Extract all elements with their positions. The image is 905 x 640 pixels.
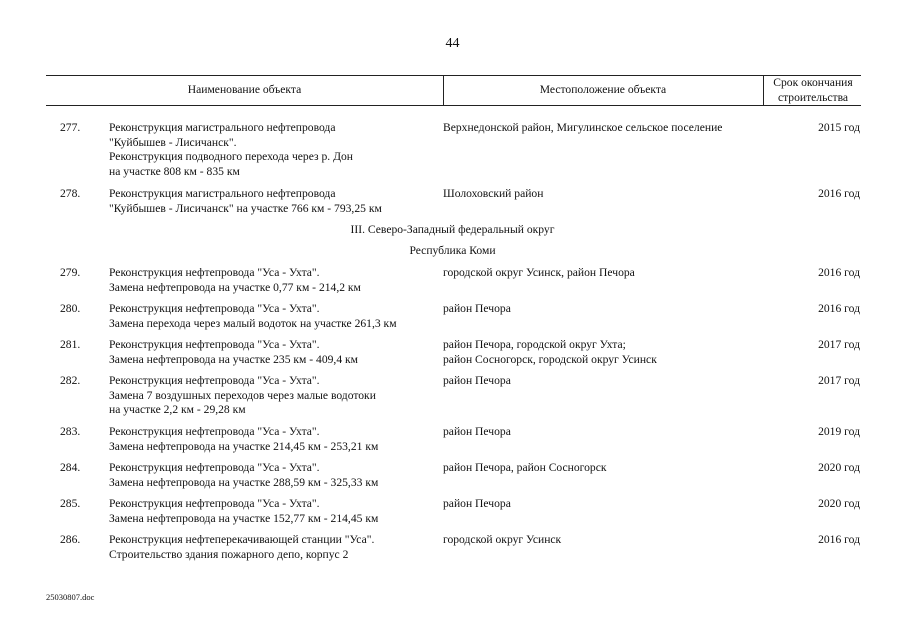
completion-year: 2020 год [818, 461, 860, 474]
completion-year: 2017 год [818, 374, 860, 387]
page-number: 44 [445, 36, 460, 51]
object-location: Верхнедонской район, Мигулинское сельское поселение [443, 121, 723, 134]
object-name: Реконструкция нефтепровода "Уса - Ухта". Замена перехода через малый водоток на участке 261,3 км [109, 302, 397, 330]
row-number: 283. [60, 425, 81, 438]
completion-year: 2020 год [818, 497, 860, 510]
section-heading-region: Республика Коми [409, 244, 496, 257]
header-bottom-rule [46, 105, 861, 106]
row-number: 277. [60, 121, 81, 134]
object-name: Реконструкция нефтеперекачивающей станции "Уса". Строительство здания пожарного депо, корпус 2 [109, 533, 375, 561]
object-name: Реконструкция магистрального нефтепровода "Куйбышев - Лисичанск". Реконструкция подводного перехода через р. Дон на участке 808 км - 835 км [109, 121, 353, 178]
header-name: Наименование объекта [187, 83, 302, 96]
header-deadline: Срок окончания строительства [773, 76, 853, 104]
object-location: район Печора, район Сосногорск [443, 461, 607, 474]
object-location: городской округ Усинск [443, 533, 562, 546]
object-location: район Печора [443, 497, 511, 510]
completion-year: 2019 год [818, 425, 860, 438]
row-number: 285. [60, 497, 81, 510]
section-heading-district: III. Северо-Западный федеральный округ [350, 223, 555, 236]
file-name-footer: 25030807.doc [46, 592, 95, 602]
object-location: городской округ Усинск, район Печора [443, 266, 635, 279]
completion-year: 2016 год [818, 266, 860, 279]
object-name: Реконструкция нефтепровода "Уса - Ухта". Замена 7 воздушных переходов через малые водотоки на участке 2,2 км - 29,28 км [109, 374, 376, 417]
object-name: Реконструкция нефтепровода "Уса - Ухта". Замена нефтепровода на участке 0,77 км - 214,2 км [109, 266, 361, 294]
object-name: Реконструкция нефтепровода "Уса - Ухта". Замена нефтепровода на участке 235 км - 409,4 км [109, 338, 358, 366]
row-number: 279. [60, 266, 81, 279]
row-number: 278. [60, 187, 81, 200]
row-number: 282. [60, 374, 81, 387]
row-number: 281. [60, 338, 81, 351]
object-location: район Печора [443, 374, 511, 387]
object-location: район Печора, городской округ Ухта; район Сосногорск, городской округ Усинск [443, 338, 657, 366]
row-number: 280. [60, 302, 81, 315]
object-name: Реконструкция магистрального нефтепровода "Куйбышев - Лисичанск" на участке 766 км - 793,25 км [109, 187, 382, 215]
row-number: 286. [60, 533, 81, 546]
object-location: район Печора [443, 425, 511, 438]
object-name: Реконструкция нефтепровода "Уса - Ухта". Замена нефтепровода на участке 214,45 км - 253,21 км [109, 425, 379, 453]
completion-year: 2016 год [818, 533, 860, 546]
object-location: район Печора [443, 302, 511, 315]
completion-year: 2016 год [818, 187, 860, 200]
completion-year: 2015 год [818, 121, 860, 134]
header-location: Местоположение объекта [539, 83, 667, 96]
object-location: Шолоховский район [443, 187, 544, 200]
completion-year: 2016 год [818, 302, 860, 315]
header-top-rule [46, 75, 861, 76]
object-name: Реконструкция нефтепровода "Уса - Ухта". Замена нефтепровода на участке 152,77 км - 214,45 км [109, 497, 379, 525]
row-number: 284. [60, 461, 81, 474]
completion-year: 2017 год [818, 338, 860, 351]
object-name: Реконструкция нефтепровода "Уса - Ухта". Замена нефтепровода на участке 288,59 км - 325,33 км [109, 461, 379, 489]
